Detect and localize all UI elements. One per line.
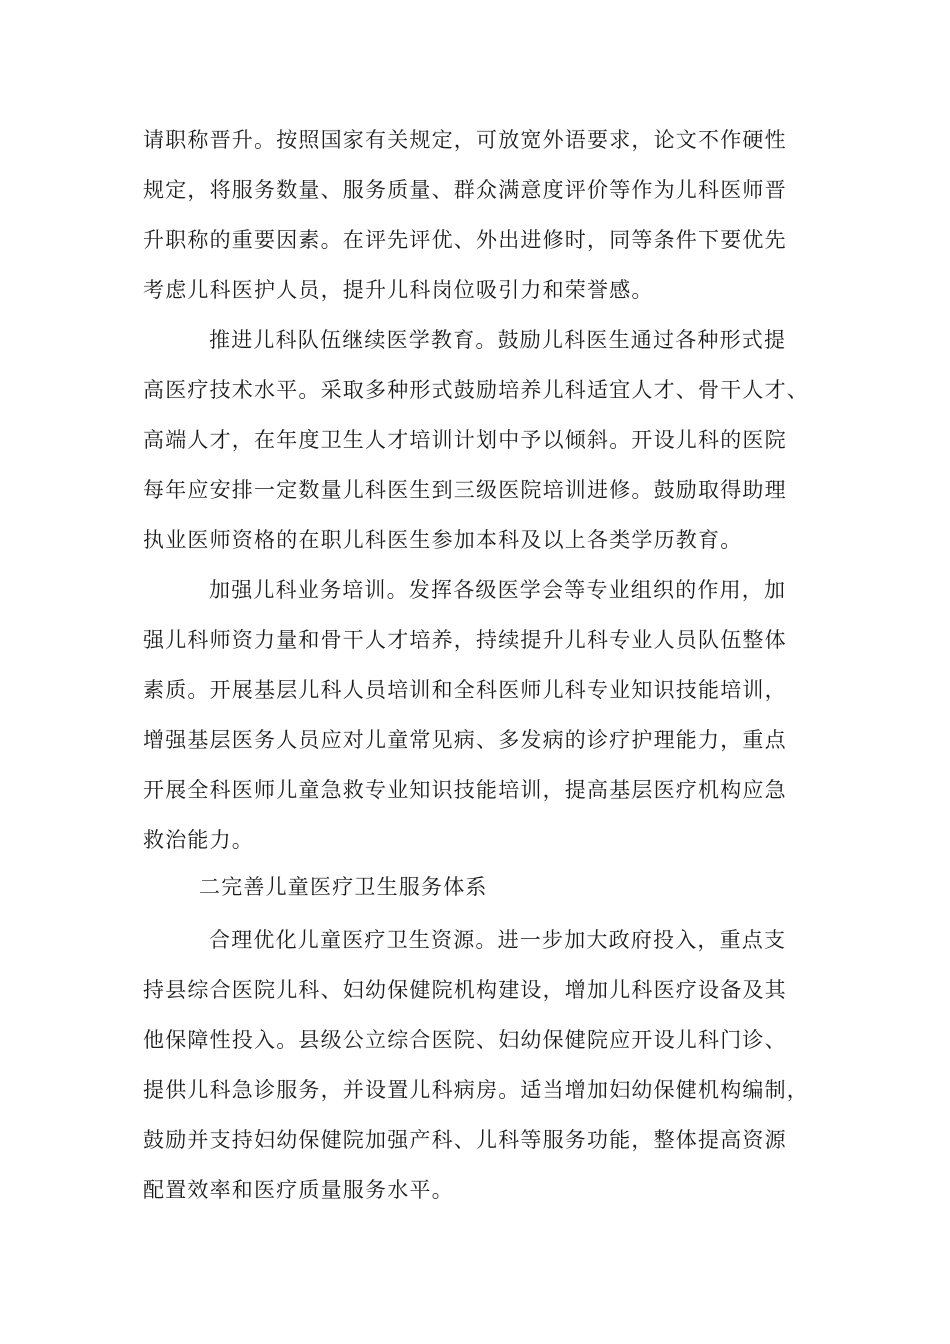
text-line: 他保障性投入。县级公立综合医院、妇幼保健院应开设儿科门诊、: [143, 1028, 787, 1052]
text-line: 提供儿科急诊服务，并设置儿科病房。适当增加妇幼保健机构编制，: [143, 1078, 809, 1102]
text-line: 升职称的重要因素。在评先评优、外出进修时，同等条件下要优先: [143, 228, 787, 252]
text-line: 高端人才，在年度卫生人才培训计划中予以倾斜。开设儿科的医院: [143, 428, 787, 452]
text-line: 高医疗技术水平。采取多种形式鼓励培养儿科适宜人才、骨干人才、: [143, 378, 809, 402]
text-line: 请职称晋升。按照国家有关规定，可放宽外语要求，论文不作硬性: [143, 128, 787, 152]
section-heading: 二完善儿童医疗卫生服务体系: [199, 875, 488, 899]
text-line: 考虑儿科医护人员，提升儿科岗位吸引力和荣誉感。: [143, 278, 654, 302]
paragraph-start-line: 合理优化儿童医疗卫生资源。进一步加大政府投入，重点支: [209, 928, 787, 952]
text-line: 增强基层医务人员应对儿童常见病、多发病的诊疗护理能力，重点: [143, 728, 787, 752]
text-line: 开展全科医师儿童急救专业知识技能培训，提高基层医疗机构应急: [143, 778, 787, 802]
text-line: 规定，将服务数量、服务质量、群众满意度评价等作为儿科医师晋: [143, 178, 787, 202]
text-line: 配置效率和医疗质量服务水平。: [143, 1178, 454, 1202]
text-line: 强儿科师资力量和骨干人才培养，持续提升儿科专业人员队伍整体: [143, 628, 787, 652]
text-line: 救治能力。: [143, 828, 254, 852]
text-line: 每年应安排一定数量儿科医生到三级医院培训进修。鼓励取得助理: [143, 478, 787, 502]
paragraph-start-line: 加强儿科业务培训。发挥各级医学会等专业组织的作用，加: [209, 578, 787, 602]
text-line: 素质。开展基层儿科人员培训和全科医师儿科专业知识技能培训，: [143, 678, 787, 702]
text-line: 鼓励并支持妇幼保健院加强产科、儿科等服务功能，整体提高资源: [143, 1128, 787, 1152]
paragraph-start-line: 推进儿科队伍继续医学教育。鼓励儿科医生通过各种形式提: [209, 328, 787, 352]
text-line: 持县综合医院儿科、妇幼保健院机构建设，增加儿科医疗设备及其: [143, 978, 787, 1002]
text-line: 执业医师资格的在职儿科医生参加本科及以上各类学历教育。: [143, 528, 743, 552]
